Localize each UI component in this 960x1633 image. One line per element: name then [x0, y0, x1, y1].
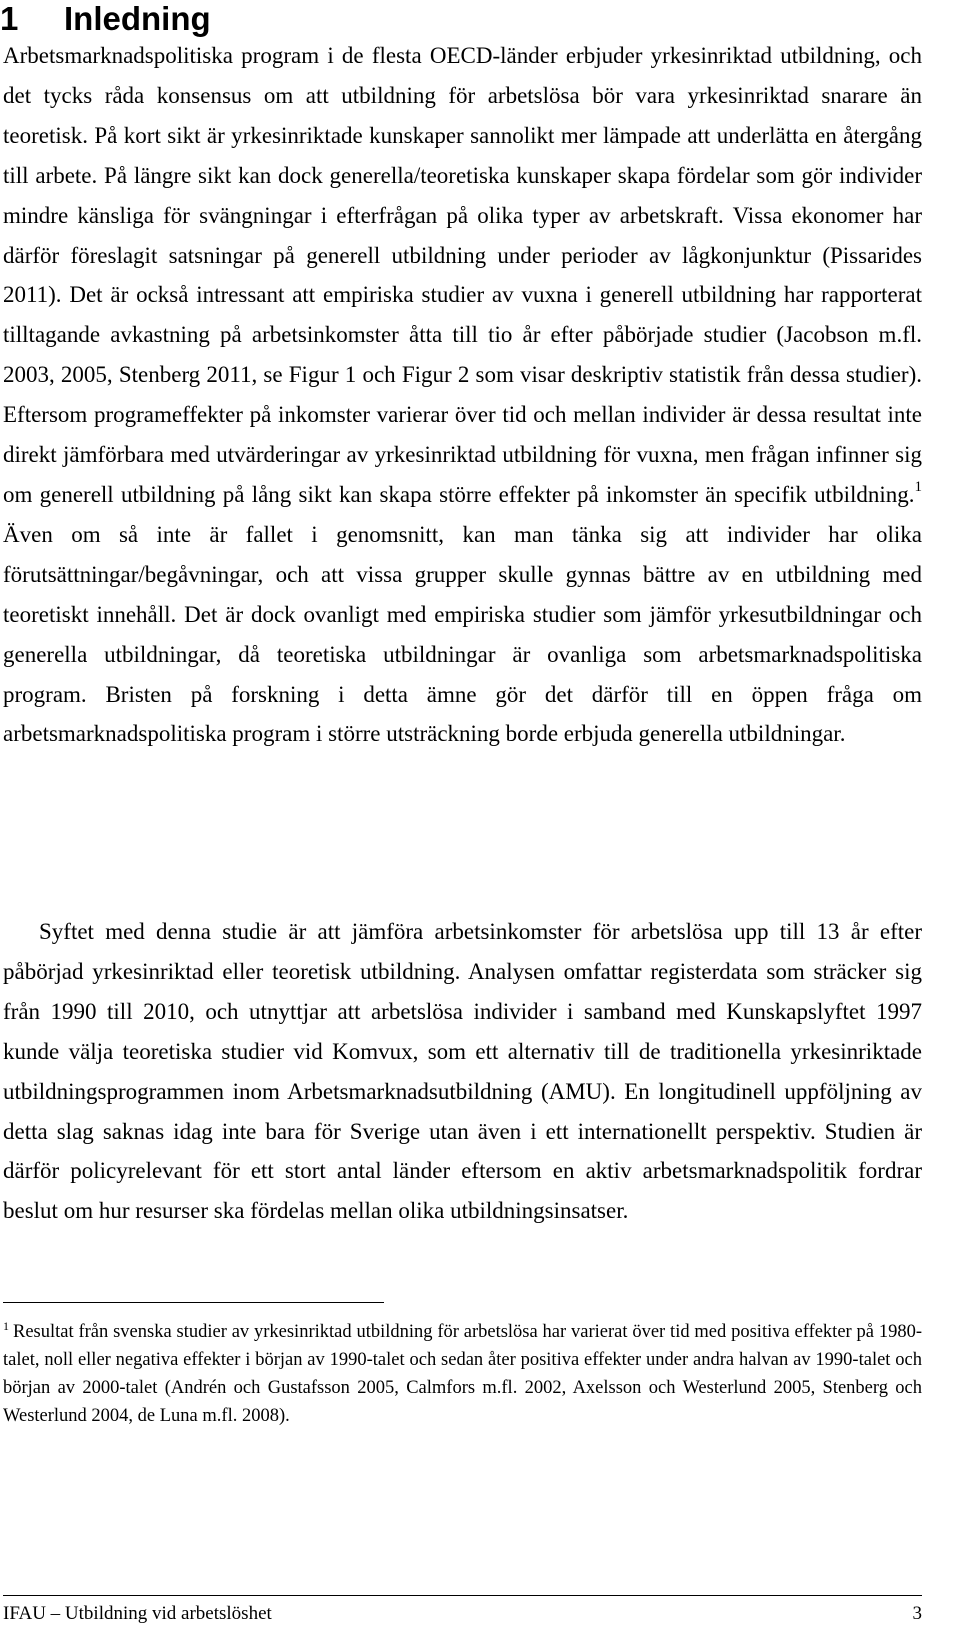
section-heading [0, 0, 930, 38]
page-number: 3 [912, 1603, 922, 1624]
footnote-reference[interactable]: 1 [914, 478, 922, 495]
footnote-text: Resultat från svenska studier av yrkesinriktad utbildning för arbetslösa har varierat över tid med positiva effekter på 1980-talet, noll eller negativa effekter i början av 1990-talet och sedan åter positiva effekter under andra halvan av 1990-talet och början av 2000-talet (Andrén och Gustafsson 2005, Calmfors m.fl. 2002, Axelsson och Westerlund 2005, Stenberg och Westerlund 2004, de Luna m.fl. 2008). [3, 1322, 922, 1426]
page-footer [3, 1601, 922, 1627]
footnote [3, 1318, 922, 1430]
footer-title: IFAU – Utbildning vid arbetslöshet [3, 1603, 272, 1624]
footer-divider [3, 1595, 922, 1596]
paragraph-intro-part-a: Arbetsmarknadspolitiska program i de flesta OECD-länder erbjuder yrkesinriktad utbildning, och det tycks råda konsensus om att utbildning för arbetslösa bör vara yrkesinriktad snarare än teoretisk. På kort sikt är yrkesinriktade kunskaper sannolikt mer lämpade att underlätta en återgång till arbete. På längre sikt kan dock generella/teoretiska kunskaper skapa fördelar som gör individer mindre känsliga för svängningar i efterfrågan på olika typer av arbetskraft. Vissa ekonomer har därför föreslagit satsningar på generell utbildning under perioder av lågkonjunktur (Pissarides 2011). Det är också intressant att empiriska studier av vuxna i generell utbildning har rapporterat tilltagande avkastning på arbetsinkomster åtta till tio år efter påbörjade studier (Jacobson m.fl. 2003, 2005, Stenberg 2011, se Figur 1 och Figur 2 som visar deskriptiv statistik från dessa studier). Eftersom programeffekter på inkomster varierar över tid och mellan individer är dessa resultat inte direkt jämförbara med utvärderingar av yrkesinriktad utbildning för vuxna, men frågan infinner sig om generell utbildning på lång sikt kan skapa större effekter på inkomster än specifik utbildning. [3, 43, 922, 507]
section-number: 1 [0, 0, 19, 37]
paragraph-purpose [3, 912, 922, 1231]
footnote-mark: 1 [3, 1319, 9, 1333]
section-title: Inledning [64, 0, 211, 37]
paragraph-intro-part-b: Även om så inte är fallet i genomsnitt, kan man tänka sig att individer har olika förutsättningar/begåvningar, och att vissa grupper skulle gynnas bättre av en utbildning med teoretiskt innehåll. Det är dock ovanligt med empiriska studier som jämför yrkesutbildningar och generella utbildningar, då teoretiska utbildningar är ovanliga som arbetsmarknadspolitiska program. Bristen på forskning i detta ämne gör det därför till en öppen fråga om arbetsmarknadspolitiska program i större utsträckning borde erbjuda generella utbildningar. [3, 521, 922, 747]
paragraph-purpose-text: Syftet med denna studie är att jämföra arbetsinkomster för arbetslösa upp till 13 år efter påbörjad yrkesinriktad eller teoretisk utbildning. Analysen omfattar registerdata som sträcker sig från 1990 till 2010, och utnyttjar att arbetslösa individer i samband med Kunskapslyftet 1997 kunde välja teoretiska studier vid Komvux, som ett alternativ till de traditionella yrkesinriktade utbildningsprogrammen inom Arbetsmarknadsutbildning (AMU). En longitudinell uppföljning av detta slag saknas idag inte bara för Sverige utan även i ett internationellt perspektiv. Studien är därför policyrelevant för ett stort antal länder eftersom en aktiv arbetsmarknadspolitik fordrar beslut om hur resurser ska fördelas mellan olika utbildningsinsatser. [3, 919, 922, 1224]
footnote-divider [3, 1302, 384, 1303]
paragraph-intro [3, 36, 922, 754]
